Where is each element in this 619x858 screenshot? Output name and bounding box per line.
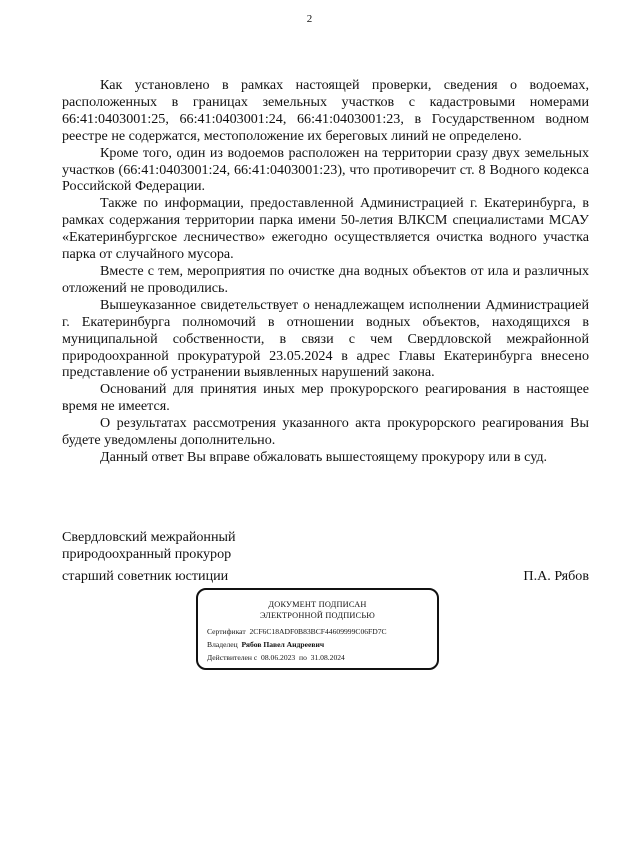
- stamp-title-line: ДОКУМЕНТ ПОДПИСАН: [268, 600, 367, 609]
- signer-position-line: Свердловский межрайонный: [62, 529, 236, 545]
- signer-position: [62, 529, 589, 563]
- paragraph: Данный ответ Вы вправе обжаловать вышестоящему прокурору или в суд.: [100, 448, 548, 465]
- paragraph: Кроме того, один из водоемов расположен на территории сразу двух земельных участков (66:41:0403001:24, 66:41:0403001:23), что противоречит ст. 8 Водного кодекса Российской Федерации.: [62, 144, 589, 195]
- stamp-valid-from: 08.06.2023: [261, 653, 296, 662]
- signer-rank: старший советник юстиции: [62, 568, 229, 584]
- paragraph: О результатах рассмотрения указанного акта прокурорского реагирования Вы будете уведомлены дополнительно.: [62, 415, 589, 449]
- paragraph: Оснований для принятия иных мер прокурорского реагирования в настоящее время не имеется.: [62, 381, 589, 415]
- paragraph: Вместе с тем, мероприятия по очистке дна водных объектов от ила и различных отложений не проводились.: [62, 262, 589, 296]
- stamp-valid-to-label: по: [299, 653, 307, 662]
- stamp-certificate-label: Сертификат: [207, 627, 246, 636]
- stamp-details: [207, 625, 437, 664]
- stamp-owner-label: Владелец: [207, 640, 238, 649]
- stamp-valid-to: 31.08.2024: [310, 653, 345, 662]
- signer-position-line: природоохранный прокурор: [62, 546, 232, 562]
- paragraph: Также по информации, предоставленной Администрацией г. Екатеринбурга, в рамках содержания территории парка имени 50-летия ВЛКСМ специалистами МСАУ «Екатеринбургское лесничество» ежегодно осуществляется очистка водного участка парка от случайного мусора.: [62, 195, 589, 263]
- stamp-owner-row: [207, 638, 437, 651]
- paragraph: Вышеуказанное свидетельствует о ненадлежащем исполнении Администрацией г. Екатеринбурга полномочий в отношении водных объектов, находящихся в муниципальной собственности, в связи с чем Свердловской межрайонной природоохранной прокуратурой 23.05.2024 в адрес Главы Екатеринбурга внесено представление об устранении выявленных нарушений закона.: [62, 296, 589, 381]
- stamp-valid-label: Действителен с: [207, 653, 258, 662]
- electronic-signature-stamp: [196, 588, 439, 670]
- stamp-title-line: ЭЛЕКТРОННОЙ ПОДПИСЬЮ: [259, 610, 376, 620]
- signer-name: П.А. Рябов: [523, 568, 589, 584]
- page-number: 2: [306, 13, 313, 25]
- signer-rank-row: [62, 568, 589, 585]
- stamp-validity-row: [207, 651, 437, 664]
- letter-body: [62, 77, 589, 466]
- stamp-title: [198, 600, 437, 621]
- paragraph: Как установлено в рамках настоящей проверки, сведения о водоемах, расположенных в границах земельных участков с кадастровыми номерами 66:41:0403001:25, 66:41:0403001:24, 66:41:0403001:23, в Государственном водном реестре не содержатся, местоположение их береговых линий не определено.: [62, 77, 589, 144]
- stamp-certificate-row: [207, 625, 437, 638]
- stamp-owner-value: Рябов Павел Андреевич: [241, 640, 325, 649]
- stamp-certificate-value: 2CF6C18ADF0B83BCF44609999C06FD7C: [249, 627, 387, 636]
